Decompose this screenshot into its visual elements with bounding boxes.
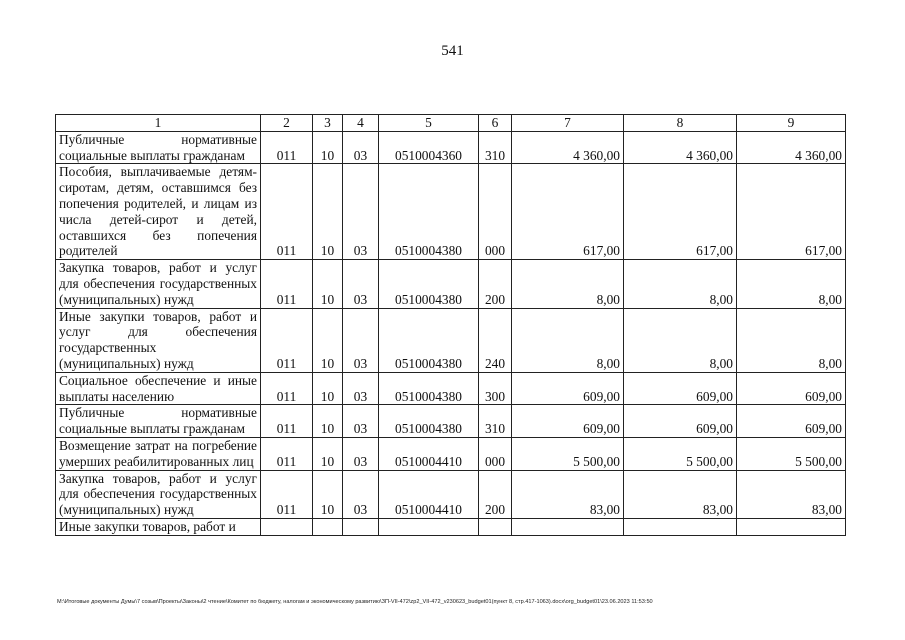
cell-c3: 10 [313, 131, 343, 164]
row-name: Пособия, выплачиваемые детям-сиротам, детям, оставшимся без попечения родителей, и лицам из числа детей-сирот и детей, оставшихся без попечения родителей [56, 164, 261, 260]
cell-c6: 240 [479, 308, 512, 372]
cell-c4: 03 [343, 131, 379, 164]
cell-c2: 011 [261, 164, 313, 260]
table-row [56, 260, 846, 308]
cell-c3: 10 [313, 164, 343, 260]
table-row [56, 308, 846, 372]
cell-c2: 011 [261, 372, 313, 405]
table-row [56, 470, 846, 518]
cell-c5: 0510004380 [379, 164, 479, 260]
cell-c3: 10 [313, 372, 343, 405]
cell-c9 [737, 518, 846, 535]
cell-c9: 609,00 [737, 405, 846, 438]
cell-c6 [479, 518, 512, 535]
table-row [56, 131, 846, 164]
cell-c9: 83,00 [737, 470, 846, 518]
cell-c7: 8,00 [512, 260, 624, 308]
cell-c4: 03 [343, 372, 379, 405]
cell-c5: 0510004380 [379, 405, 479, 438]
cell-c7: 5 500,00 [512, 437, 624, 470]
col-header-5: 5 [379, 115, 479, 132]
cell-c4: 03 [343, 308, 379, 372]
cell-c2: 011 [261, 308, 313, 372]
cell-c7: 609,00 [512, 372, 624, 405]
cell-c3: 10 [313, 260, 343, 308]
cell-c3: 10 [313, 405, 343, 438]
cell-c4: 03 [343, 437, 379, 470]
cell-c8: 8,00 [624, 308, 737, 372]
cell-c4: 03 [343, 470, 379, 518]
table-row [56, 372, 846, 405]
cell-c5: 0510004380 [379, 260, 479, 308]
cell-c4: 03 [343, 260, 379, 308]
cell-c5: 0510004380 [379, 372, 479, 405]
cell-c7: 609,00 [512, 405, 624, 438]
header-row [56, 115, 846, 132]
cell-c3: 10 [313, 437, 343, 470]
col-header-6: 6 [479, 115, 512, 132]
col-header-1: 1 [56, 115, 261, 132]
cell-c2 [261, 518, 313, 535]
cell-c7: 617,00 [512, 164, 624, 260]
cell-c2: 011 [261, 260, 313, 308]
cell-c9: 609,00 [737, 372, 846, 405]
cell-c7 [512, 518, 624, 535]
cell-c2: 011 [261, 437, 313, 470]
cell-c5 [379, 518, 479, 535]
cell-c2: 011 [261, 131, 313, 164]
cell-c9: 4 360,00 [737, 131, 846, 164]
cell-c4: 03 [343, 164, 379, 260]
col-header-3: 3 [313, 115, 343, 132]
cell-c8: 617,00 [624, 164, 737, 260]
cell-c6: 000 [479, 437, 512, 470]
row-name: Иные закупки товаров, работ и услуг для обеспечения государственных (муниципальных) нужд [56, 308, 261, 372]
cell-c8: 609,00 [624, 405, 737, 438]
cell-c2: 011 [261, 470, 313, 518]
cell-c3 [313, 518, 343, 535]
budget-table [55, 114, 846, 536]
cell-c8: 609,00 [624, 372, 737, 405]
cell-c8 [624, 518, 737, 535]
footer-file-path: M:\Итоговые документы Думы\7 созыв\Проекты\Законы\2 чтение\Комитет по бюджету, налогам и экономическому развитию\ЗП-VII-472\zp2_VII-472_v230623_budget01(пункт 8, стр.417-1063).docx\org_budget01\23.06.2023 11:53:50 [57, 599, 653, 605]
cell-c4: 03 [343, 405, 379, 438]
col-header-8: 8 [624, 115, 737, 132]
cell-c7: 4 360,00 [512, 131, 624, 164]
cell-c9: 617,00 [737, 164, 846, 260]
cell-c5: 0510004410 [379, 470, 479, 518]
cell-c2: 011 [261, 405, 313, 438]
cell-c3: 10 [313, 470, 343, 518]
cell-c9: 8,00 [737, 260, 846, 308]
cell-c4 [343, 518, 379, 535]
row-name: Возмещение затрат на погребение умерших реабилитированных лиц [56, 437, 261, 470]
cell-c6: 200 [479, 470, 512, 518]
cell-c8: 5 500,00 [624, 437, 737, 470]
table-row-partial [56, 518, 846, 535]
col-header-2: 2 [261, 115, 313, 132]
page-number: 541 [441, 43, 464, 59]
cell-c8: 8,00 [624, 260, 737, 308]
cell-c9: 8,00 [737, 308, 846, 372]
row-name: Публичные нормативные социальные выплаты гражданам [56, 131, 261, 164]
col-header-4: 4 [343, 115, 379, 132]
cell-c3: 10 [313, 308, 343, 372]
cell-c8: 4 360,00 [624, 131, 737, 164]
row-name: Публичные нормативные социальные выплаты гражданам [56, 405, 261, 438]
cell-c7: 8,00 [512, 308, 624, 372]
row-name: Социальное обеспечение и иные выплаты населению [56, 372, 261, 405]
row-name: Закупка товаров, работ и услуг для обеспечения государственных (муниципальных) нужд [56, 260, 261, 308]
cell-c6: 200 [479, 260, 512, 308]
table-row [56, 437, 846, 470]
row-name: Закупка товаров, работ и услуг для обеспечения государственных (муниципальных) нужд [56, 470, 261, 518]
cell-c6: 000 [479, 164, 512, 260]
cell-c7: 83,00 [512, 470, 624, 518]
col-header-7: 7 [512, 115, 624, 132]
cell-c6: 300 [479, 372, 512, 405]
cell-c5: 0510004410 [379, 437, 479, 470]
table-row [56, 405, 846, 438]
table-row [56, 164, 846, 260]
row-name: Иные закупки товаров, работ и [56, 518, 261, 535]
cell-c6: 310 [479, 131, 512, 164]
cell-c8: 83,00 [624, 470, 737, 518]
cell-c6: 310 [479, 405, 512, 438]
cell-c5: 0510004380 [379, 308, 479, 372]
cell-c5: 0510004360 [379, 131, 479, 164]
cell-c9: 5 500,00 [737, 437, 846, 470]
col-header-9: 9 [737, 115, 846, 132]
